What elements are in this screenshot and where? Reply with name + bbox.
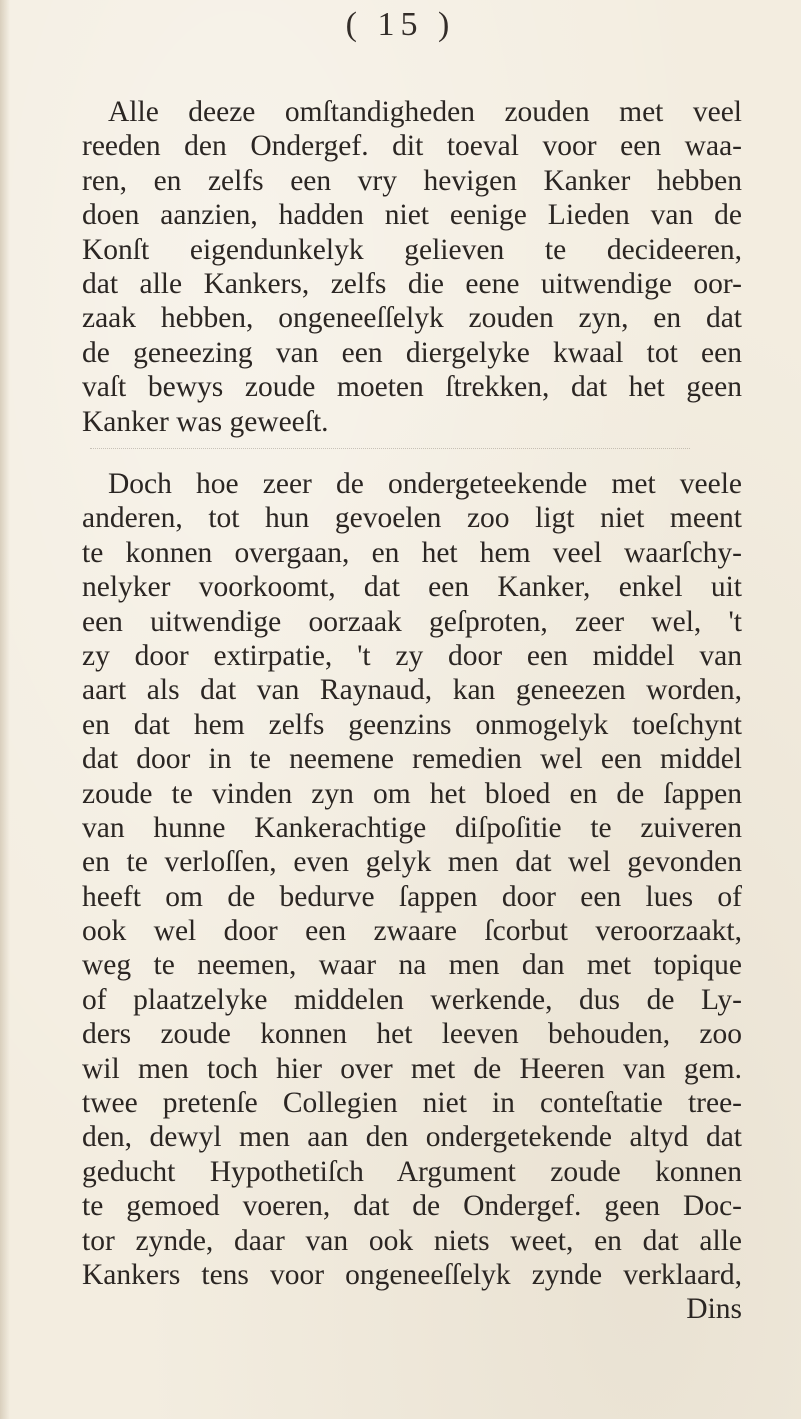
text-line: nelyker voorkoomt, dat een Kanker, enkel uit [82, 571, 742, 604]
text-line: zoude te vinden zyn om het bloed en de ſappen [82, 777, 742, 810]
text-line: Alle deeze omſtandigheden zouden met veel [108, 96, 742, 128]
text-line: wil men toch hier over met de Heeren van gem. [82, 1052, 742, 1085]
text-line: van hunne Kankerachtige diſpoſitie te zuiveren [82, 811, 742, 844]
text-line: en dat hem zelfs geenzins onmogelyk toeſchynt [82, 708, 742, 741]
text-line: ren, en zelfs een vry hevigen Kanker hebben [82, 164, 742, 197]
paragraph-1 [82, 95, 742, 439]
catchword: Dins [686, 1293, 742, 1326]
text-line: te konnen overgaan, en het hem veel waarſchy- [82, 536, 742, 569]
text-line: anderen, tot hun gevoelen zoo ligt niet meent [82, 502, 742, 535]
text-line: een uitwendige oorzaak geſproten, zeer wel, 't [82, 605, 742, 638]
text-line: dat door in te neemene remedien wel een middel [82, 743, 742, 776]
text-line: Kanker was geweeſt. [82, 405, 329, 438]
text-line: aart als dat van Raynaud, kan geneezen worden, [82, 674, 742, 707]
text-line: ders zoude konnen het leeven behouden, zoo [82, 1018, 742, 1051]
text-line: twee pretenſe Collegien niet in conteſtatie tree- [82, 1087, 742, 1120]
text-line: de geneezing van een diergelyke kwaal tot een [82, 336, 742, 369]
page-gutter-shadow [0, 0, 10, 1419]
text-line: reeden den Ondergef. dit toeval voor een waa- [82, 130, 742, 163]
text-line: Doch hoe zeer de ondergeteekende met veele [108, 468, 742, 500]
text-line: tor zynde, daar van ook niets weet, en dat alle [82, 1224, 742, 1257]
text-line: vaſt bewys zoude moeten ſtrekken, dat het geen [82, 371, 742, 404]
text-line: ook wel door een zwaare ſcorbut veroorzaakt, [82, 915, 742, 948]
paragraph-2 [82, 467, 742, 1327]
text-line: dat alle Kankers, zelfs die eene uitwendige oor- [82, 267, 742, 300]
text-line: Kankers tens voor ongeneeſſelyk zynde verklaard, [82, 1258, 742, 1291]
text-line: den, dewyl men aan den ondergetekende altyd dat [82, 1121, 742, 1154]
show-through-marks [90, 448, 690, 455]
text-line: en te verloſſen, even gelyk men dat wel gevonden [82, 846, 742, 879]
text-line: weg te neemen, waar na men dan met topique [82, 949, 742, 982]
page-number: ( 15 ) [345, 6, 456, 43]
text-line: Konſt eigendunkelyk gelieven te decideeren, [82, 233, 742, 266]
text-line: te gemoed voeren, dat de Ondergef. geen Doc- [82, 1190, 742, 1223]
text-line: zaak hebben, ongeneeſſelyk zouden zyn, en dat [82, 302, 742, 335]
text-line: doen aanzien, hadden niet eenige Lieden van de [82, 199, 742, 232]
text-line: heeft om de bedurve ſappen door een lues of [82, 880, 742, 913]
text-line: geducht Hypothetiſch Argument zoude konnen [82, 1155, 742, 1188]
text-line: of plaatzelyke middelen werkende, dus de Ly- [82, 983, 742, 1016]
text-line: zy door extirpatie, 't zy door een middel van [82, 639, 742, 672]
